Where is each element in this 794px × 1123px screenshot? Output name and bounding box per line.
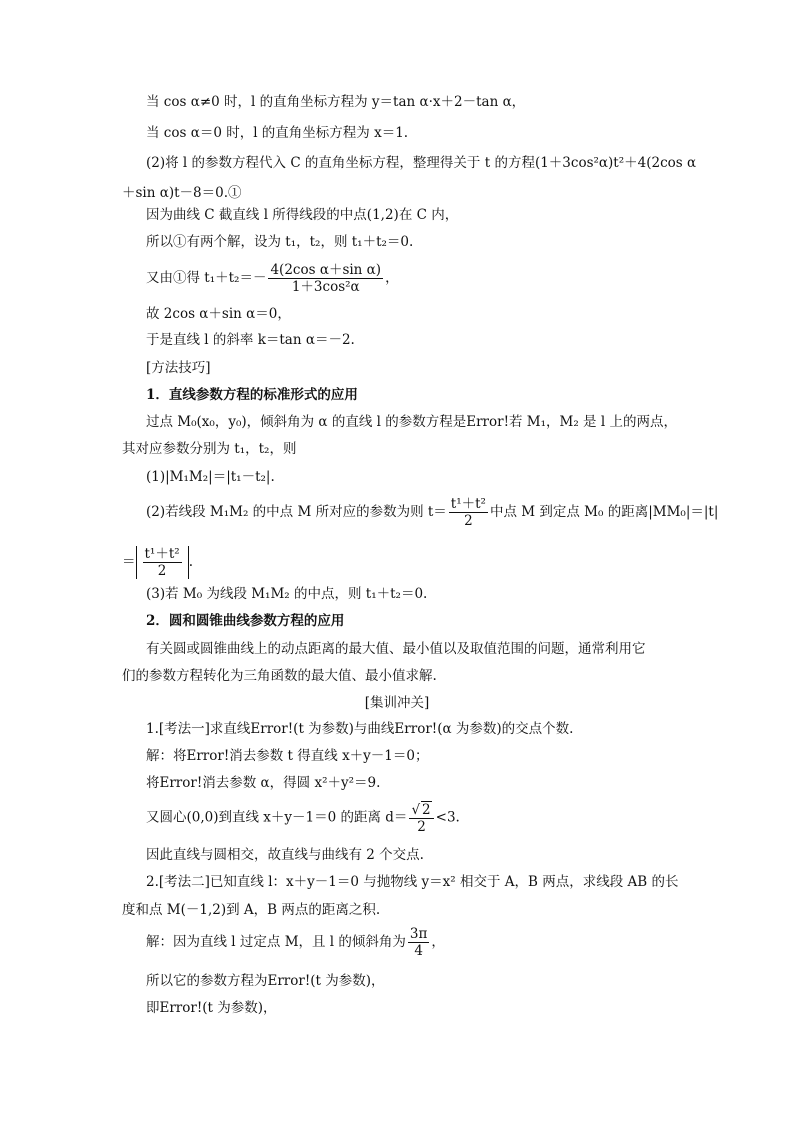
text-line: 们的参数方程转化为三角函数的最大值、最小值求解. — [122, 668, 437, 684]
text-line: 故 2cos α＋sin α＝0， — [146, 306, 291, 322]
text-line: (1)|M₁M₂|＝|t₁－t₂|. — [146, 469, 275, 485]
text-line: 于是直线 l 的斜率 k＝tan α＝－2. — [146, 332, 355, 348]
question-line: 1.[考法一]求直线Error!(t 为参数)与曲线Error!(α 为参数)的交点个数. — [146, 721, 574, 737]
section-heading: [方法技巧] — [146, 360, 211, 376]
fraction-numerator: t¹＋t² — [450, 496, 486, 512]
text-line: (3)若 M₀ 为线段 M₁M₂ 的中点，则 t₁＋t₂＝0. — [146, 586, 428, 602]
fraction-numerator: √ 2 — [409, 801, 433, 819]
sqrt-radicand: 2 — [422, 802, 431, 818]
fraction — [143, 546, 182, 579]
formula-suffix: <3. — [435, 809, 460, 826]
formula-line — [146, 496, 718, 529]
formula-prefix: (2)若线段 M₁M₂ 的中点 M 所对应的参数为则 t＝ — [146, 504, 447, 520]
formula-line — [146, 262, 399, 295]
question-line: 2.[考法二]已知直线 l：x＋y－1＝0 与抛物线 y＝x² 相交于 A，B 两点，求线段 AB 的长 — [146, 874, 679, 890]
text-line: 其对应参数分别为 t₁，t₂，则 — [122, 441, 297, 457]
formula-suffix: 中点 M 到定点 M₀ 的距离|MM₀|＝|t| — [489, 504, 719, 520]
fraction-denominator: 2 — [464, 513, 473, 529]
absolute-value — [136, 546, 189, 579]
fraction-denominator: 2 — [417, 819, 426, 835]
fraction-denominator: 2 — [157, 563, 167, 579]
fraction-numerator: 3π — [409, 926, 428, 942]
text-line: 有关圆或圆锥曲线上的动点距离的最大值、最小值以及取值范围的问题，通常利用它 — [146, 641, 646, 657]
formula-suffix: ， — [385, 270, 399, 286]
text-line: 过点 M₀(x₀，y₀)，倾斜角为 α 的直线 l 的参数方程是Error!若 M₁，M₂ 是 l 上的两点， — [146, 414, 677, 430]
text-line: 所以①有两个解，设为 t₁，t₂，则 t₁＋t₂＝0. — [146, 234, 414, 250]
fraction — [268, 262, 383, 295]
text-line: 即Error!(t 为参数)， — [146, 1000, 277, 1016]
formula-line — [122, 546, 193, 579]
text-line: 将Error!消去参数 α，得圆 x²＋y²＝9. — [146, 775, 381, 791]
text-line: (2)将 l 的参数方程代入 C 的直角坐标方程，整理得关于 t 的方程(1＋3cos²α)t²＋4(2cos α — [146, 155, 697, 171]
formula-prefix: 又由①得 t₁＋t₂＝－ — [146, 270, 267, 286]
text-line: 所以它的参数方程为Error!(t 为参数)， — [146, 973, 385, 989]
fraction — [408, 926, 429, 959]
fraction-numerator: t¹＋t² — [144, 546, 180, 562]
text-line: 解：将Error!消去参数 t 得直线 x＋y－1＝0； — [146, 748, 429, 764]
text-line: 因为曲线 C 截直线 l 所得线段的中点(1,2)在 C 内， — [146, 207, 459, 223]
text-line: 因此直线与圆相交，故直线与曲线有 2 个交点. — [146, 847, 424, 863]
section-heading: [集训冲关] — [364, 695, 430, 711]
formula-prefix: ＝ — [122, 554, 136, 570]
section-heading: 1．直线参数方程的标准形式的应用 — [146, 387, 358, 403]
fraction-denominator: 4 — [414, 943, 423, 959]
formula-suffix: . — [188, 554, 193, 570]
text-line: 当 cos α≠0 时，l 的直角坐标方程为 y＝tan α·x＋2－tan α， — [146, 94, 526, 110]
formula-line — [146, 801, 460, 835]
formula-prefix: 解：因为直线 l 过定点 M，且 l 的倾斜角为 — [146, 934, 406, 950]
text-line: 当 cos α＝0 时，l 的直角坐标方程为 x＝1. — [146, 125, 409, 141]
formula-line — [146, 926, 445, 959]
question-line: 度和点 M(－1,2)到 A，B 两点的距离之积. — [122, 902, 381, 918]
formula-prefix: 又圆心(0,0)到直线 x＋y－1＝0 的距离 d＝ — [146, 809, 408, 826]
fraction-denominator: 1＋3cos²α — [291, 279, 360, 295]
section-heading: 2．圆和圆锥曲线参数方程的应用 — [146, 613, 345, 629]
formula-suffix: ， — [431, 934, 445, 950]
fraction-numerator: 4(2cos α＋sin α) — [270, 262, 382, 278]
fraction — [449, 496, 488, 529]
fraction — [409, 801, 433, 835]
text-line: ＋sin α)t－8＝0.① — [122, 185, 242, 201]
